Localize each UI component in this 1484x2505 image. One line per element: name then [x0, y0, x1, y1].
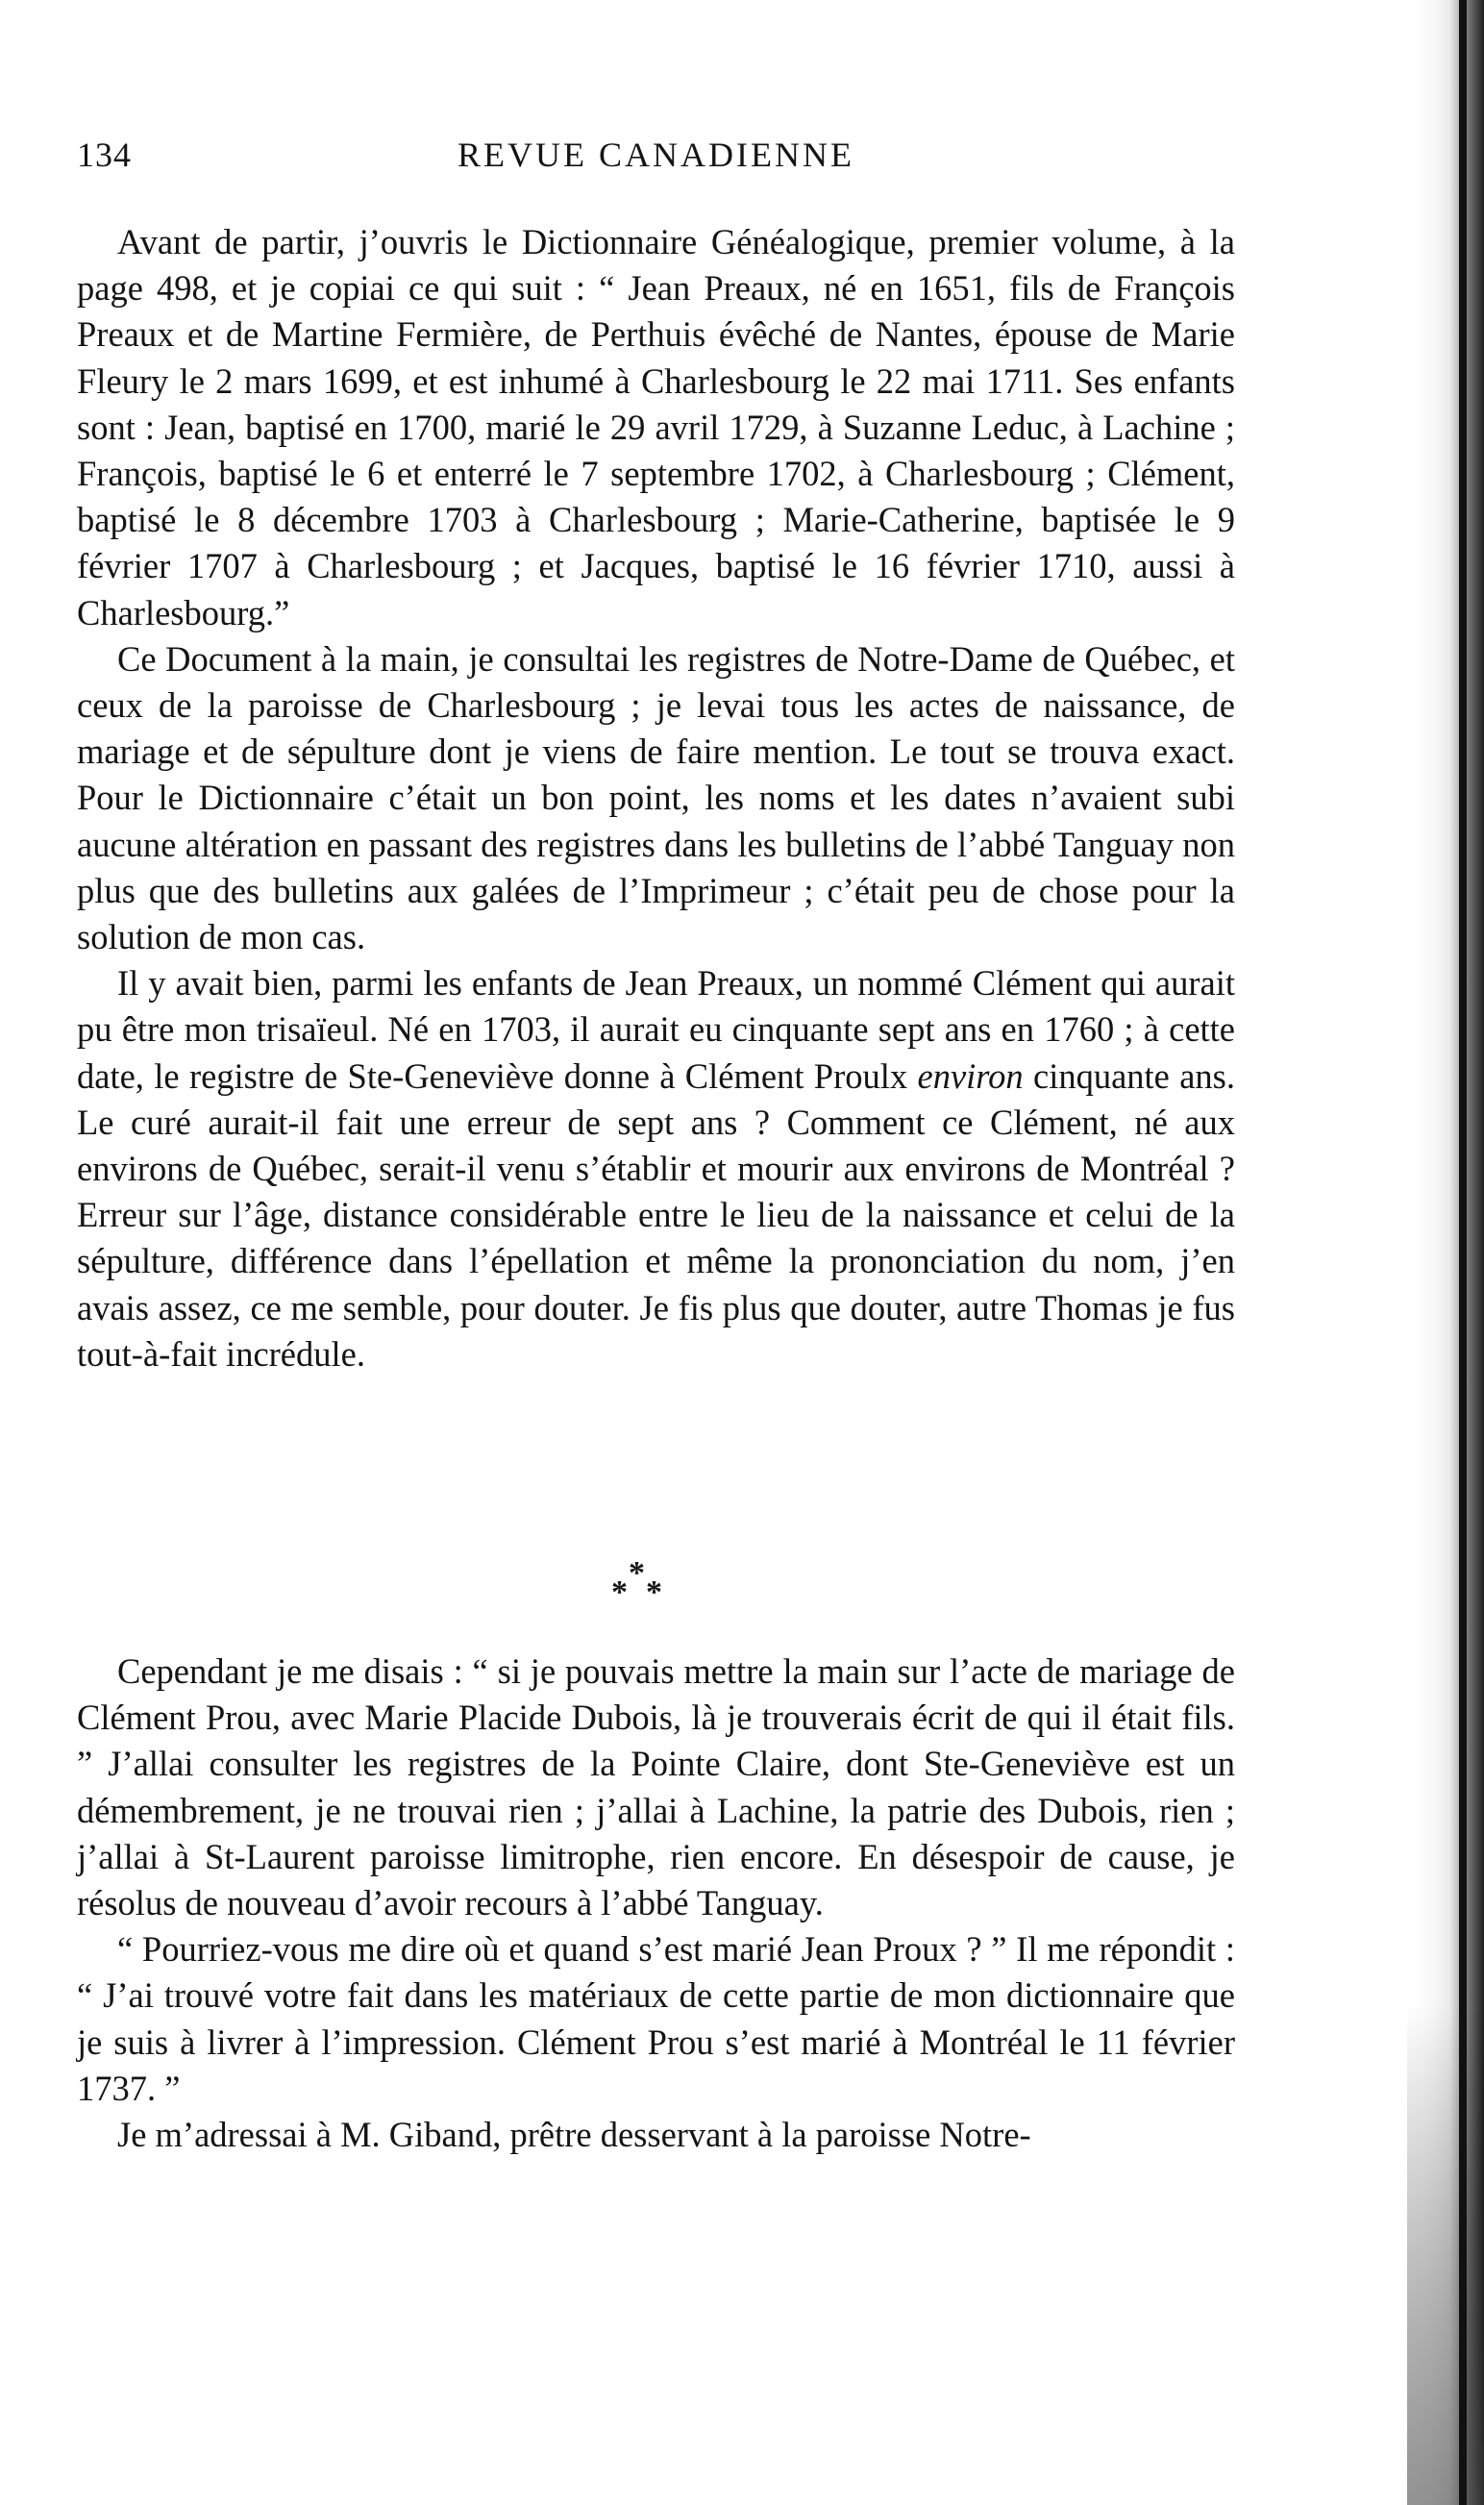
- paragraph-text: Il y avait bien, parmi les enfants de Jean Preaux, un nommé Clément qui aurait pu être mon trisaïeul. Né en 1703, il aurait eu cinquante sept ans en 1760 ; à cette date, le registre de Ste-Geneviève donne à Clément Proulx: [77, 963, 1235, 1096]
- paragraph: “ Pourriez-vous me dire où et quand s’est marié Jean Proux ? ” Il me répondit : “ J’ai trouvé votre fait dans les matériaux de cette partie de mon dictionnaire que je suis à livrer à l’impression. Clément Prou s’est marié à Montréal le 11 février 1737. ”: [77, 1929, 1235, 2108]
- paragraph: Ce Document à la main, je consultai les registres de Notre-Dame de Québec, et ceux de la paroisse de Charlesbourg ; je levai tous les actes de naissance, de mariage et de sépulture dont je viens de faire mention. Le tout se trouva exact. Pour le Dictionnaire c’était un bon point, les noms et les dates n’avaient subi aucune altération en passant des registres dans les bulletins de l’abbé Tanguay non plus que des bulletins aux galées de l’Imprimeur ; c’était peu de chose pour la solution de mon cas.: [77, 638, 1235, 957]
- page-binding-edge: [1369, 0, 1484, 2505]
- text-section-two: [77, 1649, 1235, 2158]
- asterisk: *: [629, 1555, 645, 1591]
- text-section-one: [77, 219, 1235, 1377]
- page-header: [77, 135, 1235, 183]
- running-title: REVUE CANADIENNE: [458, 136, 854, 174]
- page-number: 134: [77, 136, 132, 174]
- paragraph: Avant de partir, j’ouvris le Dictionnaire Généalogique, premier volume, à la page 498, et je copiai ce qui suit : “ Jean Preaux, né en 1651, fils de François Preaux et de Martine Fermière, de Perthuis évêché de Nantes, épouse de Marie Fleury le 2 mars 1699, et est inhumé à Charlesbourg le 22 mai 1711. Ses enfants sont : Jean, baptisé en 1700, marié le 29 avril 1729, à Suzanne Leduc, à Lachine ; François, baptisé le 6 et enterré le 7 septembre 1702, à Charlesbourg ; Clément, baptisé le 8 décembre 1703 à Charlesbourg ; Marie-Catherine, baptisée le 9 février 1707 à Charlesbourg ; et Jacques, baptisé le 16 février 1710, aussi à Charlesbourg.”: [77, 222, 1235, 632]
- paragraph: Je m’adressai à M. Giband, prêtre desservant à la paroisse Notre-: [117, 2115, 1031, 2155]
- paragraph-text: cinquante ans. Le curé aurait-il fait une erreur de sept ans ? Comment ce Clément, né aux environs de Québec, serait-il venu s’établir et mourir aux environs de Montréal ? Erreur sur l’âge, distance considérable entre le lieu de la naissance et celui de la sépulture, différence dans l’épellation et même la prononciation du nom, j’en avais assez, ce me semble, pour douter. Je fis plus que douter, autre Thomas je fus tout-à-fait incrédule.: [77, 1055, 1236, 1374]
- paragraph: [77, 960, 1235, 1377]
- asterisk: *: [611, 1575, 628, 1610]
- section-break-asterism: [577, 1557, 702, 1615]
- asterisk: *: [646, 1575, 662, 1610]
- italic-word: environ: [917, 1055, 1024, 1096]
- paragraph: Cependant je me disais : “ si je pouvais mettre la main sur l’acte de mariage de Clément Prou, avec Marie Placide Dubois, là je trouverais écrit de qui il était fils. ” J’allai consulter les registres de la Pointe Claire, dont Ste-Geneviève est un démembrement, je ne trouvai rien ; j’allai à Lachine, la patrie des Dubois, rien ; j’allai à St-Laurent paroisse limitrophe, rien encore. En désespoir de cause, je résolus de nouveau d’avoir recours à l’abbé Tanguay.: [77, 1651, 1235, 1923]
